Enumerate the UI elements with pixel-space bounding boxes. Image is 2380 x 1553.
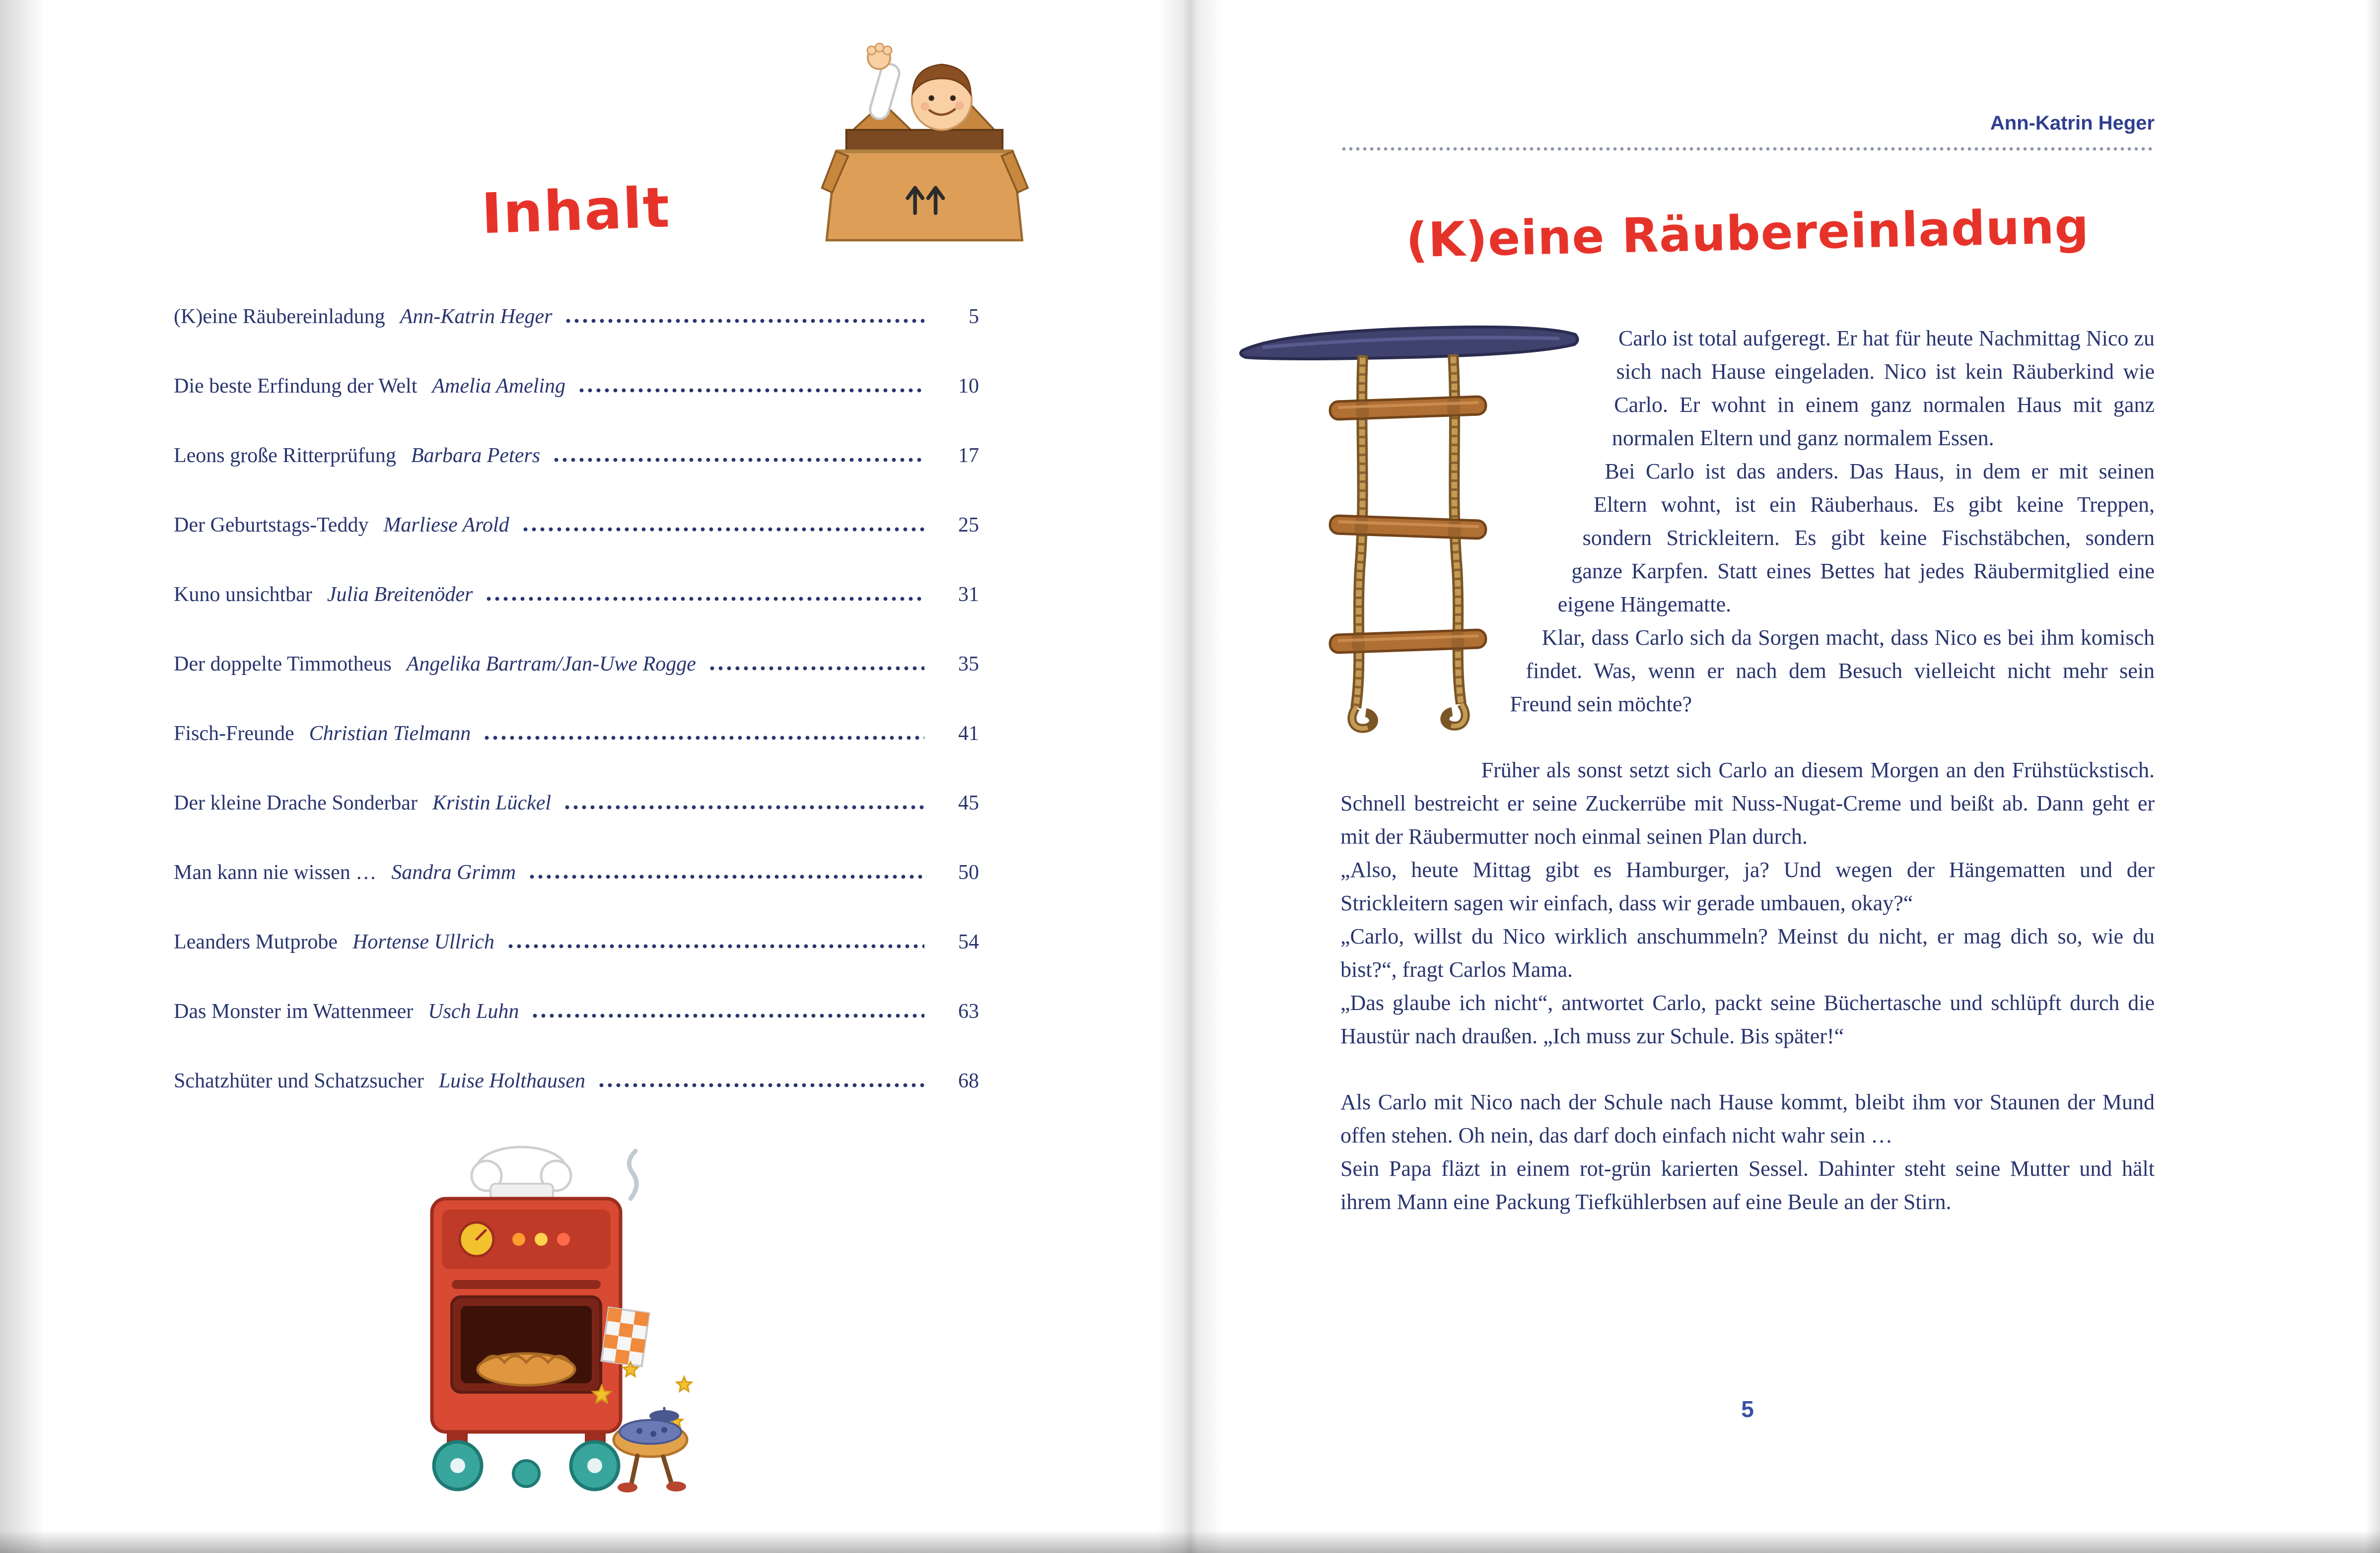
toc-entry-title: Schatzhüter und Schatzsucher: [174, 1070, 424, 1092]
story-paragraph: Sein Papa fläzt in einem rot-grün karierten Sessel. Dahinter steht seine Mutter und hält ihrem Mann eine Packung Tiefkühlerbsen auf eine Beule an der Stirn.: [1340, 1156, 2155, 1214]
dot-leader: [552, 458, 924, 462]
story-text: [1340, 322, 2155, 1251]
story-paragraph: „Das glaube ich nicht“, antwortet Carlo, packt seine Büchertasche und schlüpft durch die Haustür nach draußen. „Ich muss zur Schule. Bis später!“: [1340, 991, 2155, 1048]
running-header-author: Ann-Katrin Heger: [1990, 112, 2155, 134]
toc-entry-title: Kuno unsichtbar: [174, 583, 312, 606]
toc-entry-title: Der kleine Drache Sonderbar: [174, 792, 418, 814]
toc-entry-author: Hortense Ullrich: [352, 931, 494, 953]
oven-robot-icon: [372, 1140, 700, 1508]
dot-leader: [708, 666, 924, 671]
toc-entry: [174, 999, 979, 1024]
toc-entry-title: Fisch-Freunde: [174, 722, 294, 745]
dot-leader: [485, 597, 924, 601]
toc-entry-title: (K)eine Räubereinladung: [174, 305, 385, 328]
dot-leader: [597, 1083, 924, 1087]
toc-entry-page: 5: [969, 305, 979, 328]
left-page-edge-shading: [0, 0, 45, 1553]
toc-entry-author: Luise Holthausen: [438, 1070, 585, 1092]
boy-in-box-illustration: [819, 33, 1030, 254]
toc-entry-page: 63: [958, 1000, 979, 1023]
story-paragraph: Als Carlo mit Nico nach der Schule nach Hause kommt, bleibt ihm vor Staunen der Mund offen stehen. Oh nein, das darf doch einfach nicht wahr sein …: [1340, 1090, 2155, 1148]
toc-entry-page: 10: [958, 375, 979, 398]
toc-entry: [174, 304, 979, 330]
toc-entry-author: Ann-Katrin Heger: [400, 305, 553, 328]
toc-entry: [174, 721, 979, 746]
story-paragraph: „Carlo, willst du Nico wirklich anschummeln? Meinst du nicht, er mag dich so, wie du bist?“, fragt Carlos Mama.: [1340, 924, 2155, 982]
toc-entry-page: 31: [958, 583, 979, 606]
story-paragraph: Carlo ist total aufgeregt. Er hat für heute Nachmittag Nico zu sich nach Hause eingeladen. Nico ist kein Räuberkind wie Carlo. Er wohnt in einem ganz normalen Haus mit ganz normalen Eltern und ganz normalem Essen.: [1611, 326, 2155, 450]
toc-entry: [174, 929, 979, 955]
story-paragraph: Früher als sonst setzt sich Carlo an diesem Morgen an den Frühstückstisch. Schnell bestreicht er seine Zuckerrübe mit Nuss-Nugat-Creme und beißt ab. Dann geht er mit der Räubermutter noch einmal seinen Plan durch.: [1340, 758, 2155, 849]
toc-entry-author: Kristin Lückel: [432, 792, 552, 814]
toc-entry-title: Leons große Ritterprüfung: [174, 444, 396, 467]
dotted-rule: [1340, 147, 2155, 151]
dot-leader: [563, 805, 924, 810]
story-paragraph: Klar, dass Carlo sich da Sorgen macht, dass Nico es bei ihm komisch findet. Was, wenn er nach dem Besuch vielleicht nicht mehr sein Freund sein möchte?: [1510, 625, 2155, 716]
page-number: 5: [1741, 1396, 1754, 1422]
dot-leader: [521, 527, 924, 532]
dot-leader: [577, 388, 924, 393]
toc-entry: [174, 512, 979, 538]
toc-entry-author: Sandra Grimm: [391, 861, 516, 884]
toc-entry-page: 68: [958, 1070, 979, 1092]
story-title: (K)eine Räubereinladung: [1405, 198, 2090, 269]
dot-leader: [506, 944, 924, 948]
toc-entry-page: 50: [958, 861, 979, 884]
story-paragraph: „Also, heute Mittag gibt es Hamburger, ja? Und wegen der Hängematten und der Strickleitern sagen wir einfach, dass wir gerade umbauen, okay?“: [1340, 858, 2155, 915]
dot-leader: [528, 875, 924, 879]
boy-in-box-icon: [819, 33, 1030, 254]
toc-entry-page: 17: [958, 444, 979, 467]
story-block: [1340, 753, 2155, 1053]
toc-entry-title: Der Geburtstags-Teddy: [174, 514, 369, 537]
toc-entry: [174, 582, 979, 608]
toc-entry-title: Leanders Mutprobe: [174, 931, 338, 953]
right-page: [1190, 0, 2380, 1553]
toc-entry-title: Der doppelte Timmotheus: [174, 653, 392, 675]
toc-title: Inhalt: [480, 175, 672, 247]
toc-entry-title: Die beste Erfindung der Welt: [174, 375, 418, 398]
story-paragraph: Bei Carlo ist das anders. Das Haus, in dem er mit seinen Eltern wohnt, ist ein Räuberhaus. Es gibt keine Treppen, sondern Strickleitern. Es gibt keine Fischstäbchen, sondern ganze Karpfen. Statt eines Bettes hat jedes Räubermitglied eine eigene Hängematte.: [1557, 459, 2155, 616]
toc-entry-author: Angelika Bartram/Jan-Uwe Rogge: [406, 653, 696, 675]
toc-entry-page: 35: [958, 653, 979, 675]
toc-entry-author: Barbara Peters: [411, 444, 541, 467]
toc-entry-page: 54: [958, 931, 979, 953]
toc-entry: [174, 443, 979, 469]
toc-entry: [174, 860, 979, 885]
toc-entry-author: Christian Tielmann: [309, 722, 471, 745]
toc-entry: [174, 373, 979, 399]
dot-leader: [564, 319, 924, 323]
toc-entry-page: 45: [958, 792, 979, 814]
toc-entry-author: Julia Breitenöder: [327, 583, 473, 606]
story-block: [1340, 322, 2155, 721]
toc-entry-author: Amelia Ameling: [432, 375, 566, 398]
story-block: [1340, 1085, 2155, 1218]
toc-entry: [174, 1068, 979, 1094]
oven-robot-illustration: [372, 1140, 700, 1508]
toc-entry-title: Das Monster im Wattenmeer: [174, 1000, 414, 1023]
toc-entry-page: 25: [958, 514, 979, 537]
toc-entry-title: Man kann nie wissen …: [174, 861, 377, 884]
toc-entry: [174, 790, 979, 816]
dot-leader: [483, 736, 924, 740]
dot-leader: [531, 1013, 924, 1018]
table-of-contents: [174, 304, 979, 1138]
toc-entry: [174, 651, 979, 677]
toc-entry-page: 41: [958, 722, 979, 745]
toc-entry-author: Marliese Arold: [383, 514, 509, 537]
toc-entry-author: Usch Luhn: [428, 1000, 519, 1023]
